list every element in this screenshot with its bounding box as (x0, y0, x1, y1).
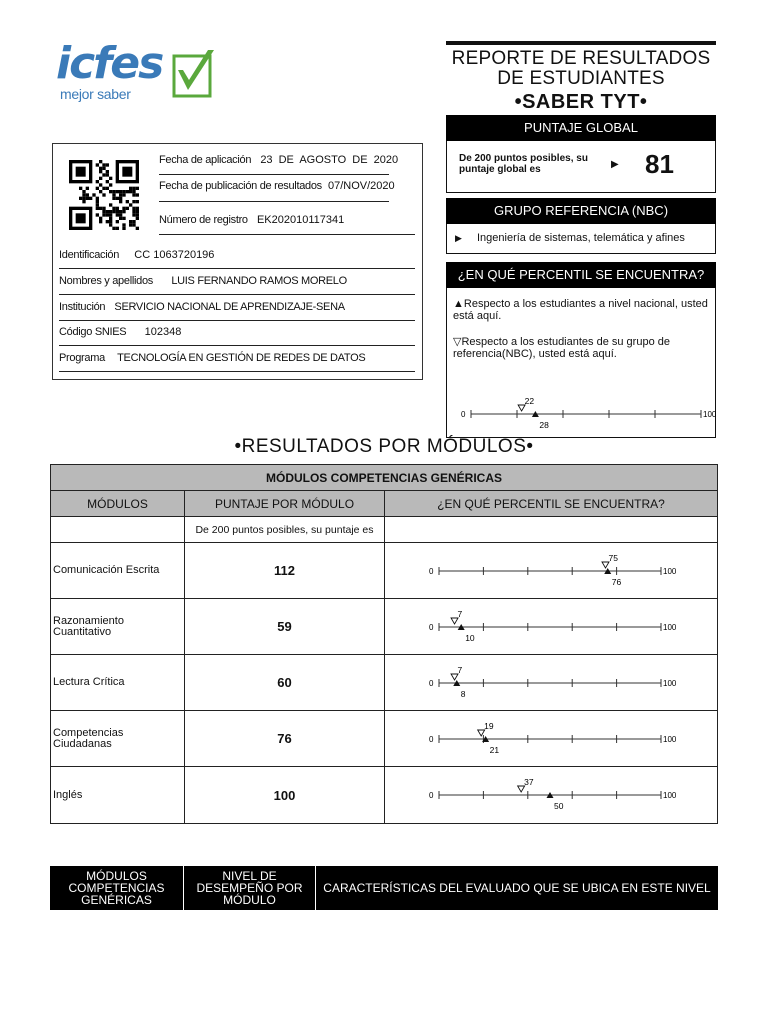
scale-min-label: 0 (429, 623, 434, 632)
module-percentile-scale (385, 767, 718, 823)
arrow-right-icon: ▶ (611, 159, 619, 170)
table-row (51, 599, 717, 655)
puntaje-global-header: PUNTAJE GLOBAL (446, 115, 716, 141)
scale-max-label: 100 (703, 410, 717, 419)
scale-max-label: 100 (663, 791, 677, 800)
grupo-legend: ▽Respecto a los estudiantes de su grupo de referencia(NBC), usted está aquí. (453, 336, 670, 360)
table-row (51, 767, 717, 823)
module-name: Comunicación Escrita (51, 543, 185, 598)
table-row (51, 655, 717, 711)
fecha-publicacion-field: Fecha de publicación de resultados 07/NOV/2020 (159, 180, 395, 192)
grupo-value-label: 7 (457, 609, 463, 619)
col-puntaje: PUNTAJE POR MÓDULO (185, 491, 385, 516)
report-title (446, 41, 716, 114)
module-percentile-scale (385, 655, 718, 711)
table-row (51, 543, 717, 599)
percentil-header: ¿EN QUÉ PERCENTIL SE ENCUENTRA? (446, 262, 716, 288)
grupo-value-label: 7 (457, 665, 463, 675)
nacional-value-label: 8 (460, 689, 466, 699)
module-percentile-scale (385, 543, 718, 599)
grupo-value-label: 37 (524, 777, 534, 787)
scale-max-label: 100 (663, 623, 677, 632)
nacional-legend: ▲Respecto a los estudiantes a nivel nacional, usted está aquí. (453, 298, 708, 322)
grupo-referencia-header: GRUPO REFERENCIA (NBC) (446, 198, 716, 224)
checkmark-icon (168, 48, 216, 100)
col-caracteristicas: CARACTERÍSTICAS DEL EVALUADO QUE SE UBICA EN ESTE NIVEL (323, 881, 711, 895)
module-percentile-cell (385, 711, 717, 766)
report-title-text: REPORTE DE RESULTADOS DE ESTUDIANTES (451, 48, 711, 89)
icfes-logo (56, 38, 216, 106)
logo-tagline: mejor saber (60, 86, 131, 102)
module-name: Inglés (51, 767, 185, 823)
global-percentile-scale (447, 388, 717, 434)
scale-min-label: 0 (429, 735, 434, 744)
modules-table-header (51, 491, 717, 517)
puntaje-global-description: De 200 puntos posibles, su puntaje global es (459, 153, 588, 175)
col-nivel-desempeno: NIVEL DE DESEMPEÑO POR MÓDULO (184, 866, 316, 910)
scale-min-label: 0 (429, 791, 434, 800)
module-name: Lectura Crítica (51, 655, 185, 710)
nacional-value-label: 76 (611, 577, 622, 587)
student-info-box (52, 143, 423, 380)
grupo-referencia-value: Ingeniería de sistemas, telemática y afines (477, 232, 685, 244)
grupo-value-label: 19 (484, 721, 494, 731)
qr-code-icon (69, 160, 139, 230)
scale-max-label: 100 (663, 567, 677, 576)
module-score: 60 (185, 655, 385, 710)
grupo-referencia-panel (446, 198, 716, 254)
arrow-right-icon: ▶ (455, 233, 462, 243)
scale-max-label: 100 (663, 735, 677, 744)
puntaje-global-panel (446, 115, 716, 193)
modules-table-title: MÓDULOS COMPETENCIAS GENÉRICAS (51, 465, 717, 491)
exam-name: •SABER TYT• (514, 91, 648, 113)
snies-field: Código SNIES 102348 (59, 326, 182, 338)
module-percentile-cell (385, 543, 717, 598)
module-percentile-cell (385, 655, 717, 710)
puntaje-global-score: 81 (645, 149, 674, 179)
modules-table (50, 464, 718, 824)
grupo-value-label: 75 (608, 553, 618, 563)
grupo-value-label: 22 (524, 396, 535, 406)
module-score: 100 (185, 767, 385, 823)
registro-field: Número de registro EK202010117341 (159, 214, 345, 226)
col-percentil: ¿EN QUÉ PERCENTIL SE ENCUENTRA? (437, 497, 665, 511)
nacional-value-label: 50 (554, 801, 564, 811)
institucion-field: Institución SERVICIO NACIONAL DE APRENDIZAJE-SENA (59, 301, 345, 313)
sub-puntaje: De 200 puntos posibles, su puntaje es (185, 517, 385, 542)
fecha-aplicacion-field: Fecha de aplicación 23 DE AGOSTO DE 2020 (159, 154, 399, 166)
identificacion-field: Identificación CC 1063720196 (59, 249, 215, 261)
programa-field: Programa TECNOLOGÍA EN GESTIÓN DE REDES DE DATOS (59, 352, 366, 364)
percentil-panel (446, 262, 716, 438)
col-modulos: MÓDULOS (51, 491, 185, 516)
nivel-desempeno-header (50, 866, 718, 910)
module-score: 59 (185, 599, 385, 654)
module-percentile-scale (385, 711, 718, 767)
nombres-field: Nombres y apellidos LUIS FERNANDO RAMOS MORELO (59, 275, 347, 287)
nacional-value-label: 21 (489, 745, 500, 755)
scale-min-label: 0 (429, 679, 434, 688)
module-name: Razonamiento Cuantitativo (51, 599, 185, 654)
module-percentile-cell (385, 599, 717, 654)
scale-max-label: 100 (663, 679, 677, 688)
scale-min-label: 0 (461, 410, 466, 419)
module-percentile-cell (385, 767, 717, 823)
modules-subheader (51, 517, 717, 543)
logo-wordmark: icfes (56, 38, 163, 89)
module-name: Competencias Ciudadanas (51, 711, 185, 766)
module-score: 112 (185, 543, 385, 598)
module-score: 76 (185, 711, 385, 766)
section-title: •RESULTADOS POR MÓDULOS• (234, 436, 534, 457)
nacional-value-label: 10 (465, 633, 475, 643)
nacional-value-label: 28 (539, 420, 549, 430)
table-row (51, 711, 717, 767)
module-percentile-scale (385, 599, 718, 655)
col-modulos-competencias: MÓDULOS COMPETENCIAS GENÉRICAS (50, 866, 184, 910)
scale-min-label: 0 (429, 567, 434, 576)
